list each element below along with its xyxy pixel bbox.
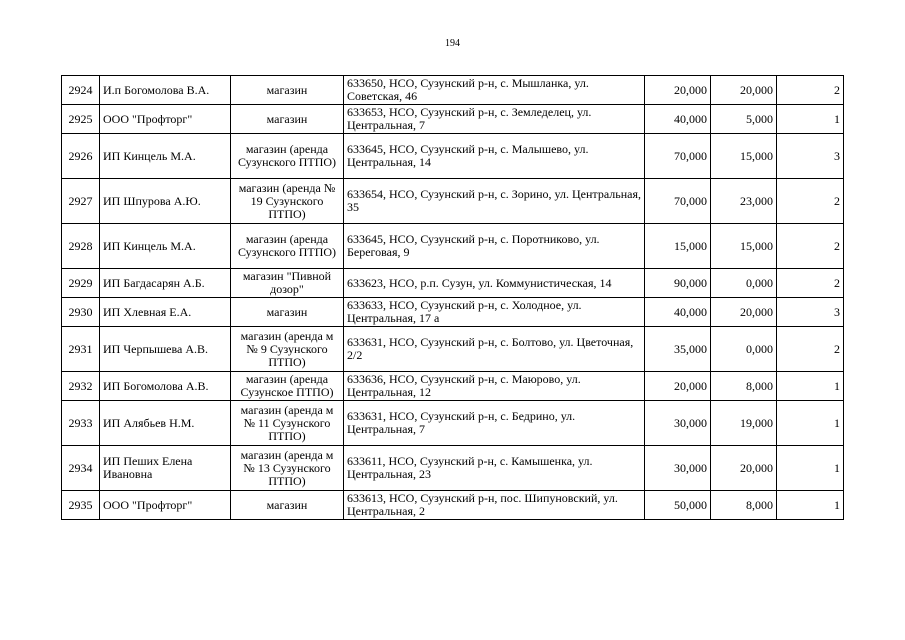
cell-organization-name: ИП Хлевная Е.А. — [100, 298, 231, 327]
cell-value-1: 40,000 — [645, 105, 711, 134]
cell-value-1: 70,000 — [645, 179, 711, 224]
cell-organization-name: ИП Кинцель М.А. — [100, 224, 231, 269]
cell-count: 1 — [777, 105, 844, 134]
cell-address: 633613, НСО, Сузунский р-н, пос. Шипуновский, ул. Центральная, 2 — [344, 491, 645, 520]
cell-row-number: 2934 — [62, 446, 100, 491]
cell-value-2: 15,000 — [711, 224, 777, 269]
cell-object-type: магазин — [231, 105, 344, 134]
registry-rows — [62, 76, 844, 520]
cell-count: 1 — [777, 401, 844, 446]
cell-address: 633654, НСО, Сузунский р-н, с. Зорино, ул. Центральная, 35 — [344, 179, 645, 224]
cell-address: 633631, НСО, Сузунский р-н, с. Бедрино, ул. Центральная, 7 — [344, 401, 645, 446]
cell-address: 633631, НСО, Сузунский р-н, с. Болтово, ул. Цветочная, 2/2 — [344, 327, 645, 372]
cell-organization-name: ИП Черпышева А.В. — [100, 327, 231, 372]
cell-value-2: 5,000 — [711, 105, 777, 134]
cell-value-1: 20,000 — [645, 76, 711, 105]
cell-organization-name: ИП Шпурова А.Ю. — [100, 179, 231, 224]
cell-address: 633623, НСО, р.п. Сузун, ул. Коммунистическая, 14 — [344, 269, 645, 298]
cell-count: 3 — [777, 298, 844, 327]
cell-value-1: 50,000 — [645, 491, 711, 520]
table-row — [62, 76, 844, 105]
cell-row-number: 2927 — [62, 179, 100, 224]
cell-row-number: 2928 — [62, 224, 100, 269]
cell-value-1: 40,000 — [645, 298, 711, 327]
cell-value-2: 23,000 — [711, 179, 777, 224]
cell-count: 3 — [777, 134, 844, 179]
table-row — [62, 134, 844, 179]
cell-value-1: 70,000 — [645, 134, 711, 179]
cell-row-number: 2926 — [62, 134, 100, 179]
cell-value-2: 20,000 — [711, 76, 777, 105]
cell-object-type: магазин (аренда Сузунского ПТПО) — [231, 224, 344, 269]
cell-organization-name: ИП Богомолова А.В. — [100, 372, 231, 401]
cell-object-type: магазин (аренда № 19 Сузунского ПТПО) — [231, 179, 344, 224]
cell-organization-name: ИП Алябьев Н.М. — [100, 401, 231, 446]
table-row — [62, 327, 844, 372]
cell-address: 633653, НСО, Сузунский р-н, с. Земледелец, ул. Центральная, 7 — [344, 105, 645, 134]
page-number: 194 — [445, 38, 460, 49]
cell-object-type: магазин (аренда Сузунское ПТПО) — [231, 372, 344, 401]
table-row — [62, 105, 844, 134]
cell-address: 633645, НСО, Сузунский р-н, с. Поротниково, ул. Береговая, 9 — [344, 224, 645, 269]
cell-count: 2 — [777, 179, 844, 224]
cell-row-number: 2929 — [62, 269, 100, 298]
table-row — [62, 401, 844, 446]
cell-value-2: 8,000 — [711, 491, 777, 520]
cell-count: 2 — [777, 269, 844, 298]
table-row — [62, 269, 844, 298]
table-row — [62, 491, 844, 520]
cell-count: 2 — [777, 76, 844, 105]
cell-row-number: 2930 — [62, 298, 100, 327]
cell-value-1: 35,000 — [645, 327, 711, 372]
table-row — [62, 179, 844, 224]
cell-value-1: 20,000 — [645, 372, 711, 401]
cell-address: 633633, НСО, Сузунский р-н, с. Холодное, ул. Центральная, 17 а — [344, 298, 645, 327]
cell-count: 2 — [777, 327, 844, 372]
table-row — [62, 298, 844, 327]
registry-table — [61, 75, 844, 520]
cell-organization-name: ООО "Профторг" — [100, 105, 231, 134]
cell-count: 1 — [777, 372, 844, 401]
cell-object-type: магазин "Пивной дозор" — [231, 269, 344, 298]
cell-row-number: 2933 — [62, 401, 100, 446]
cell-value-2: 0,000 — [711, 269, 777, 298]
cell-count: 2 — [777, 224, 844, 269]
cell-address: 633611, НСО, Сузунский р-н, с. Камышенка, ул. Центральная, 23 — [344, 446, 645, 491]
cell-organization-name: ИП Пеших Елена Ивановна — [100, 446, 231, 491]
cell-value-1: 30,000 — [645, 401, 711, 446]
cell-value-1: 90,000 — [645, 269, 711, 298]
cell-row-number: 2924 — [62, 76, 100, 105]
cell-row-number: 2935 — [62, 491, 100, 520]
cell-value-2: 8,000 — [711, 372, 777, 401]
cell-address: 633650, НСО, Сузунский р-н, с. Мышланка, ул. Советская, 46 — [344, 76, 645, 105]
cell-object-type: магазин — [231, 298, 344, 327]
cell-organization-name: ИП Багдасарян А.Б. — [100, 269, 231, 298]
cell-object-type: магазин — [231, 491, 344, 520]
cell-row-number: 2932 — [62, 372, 100, 401]
cell-object-type: магазин (аренда м № 9 Сузунского ПТПО) — [231, 327, 344, 372]
cell-value-2: 15,000 — [711, 134, 777, 179]
cell-address: 633645, НСО, Сузунский р-н, с. Малышево, ул. Центральная, 14 — [344, 134, 645, 179]
cell-row-number: 2925 — [62, 105, 100, 134]
cell-object-type: магазин (аренда м № 11 Сузунского ПТПО) — [231, 401, 344, 446]
cell-count: 1 — [777, 446, 844, 491]
cell-row-number: 2931 — [62, 327, 100, 372]
cell-object-type: магазин (аренда м № 13 Сузунского ПТПО) — [231, 446, 344, 491]
cell-organization-name: ИП Кинцель М.А. — [100, 134, 231, 179]
cell-value-2: 20,000 — [711, 446, 777, 491]
cell-value-2: 20,000 — [711, 298, 777, 327]
cell-organization-name: И.п Богомолова В.А. — [100, 76, 231, 105]
table-row — [62, 372, 844, 401]
cell-value-2: 0,000 — [711, 327, 777, 372]
cell-object-type: магазин — [231, 76, 344, 105]
cell-value-1: 15,000 — [645, 224, 711, 269]
table-row — [62, 224, 844, 269]
cell-value-2: 19,000 — [711, 401, 777, 446]
cell-address: 633636, НСО, Сузунский р-н, с. Маюрово, ул. Центральная, 12 — [344, 372, 645, 401]
cell-organization-name: ООО "Профторг" — [100, 491, 231, 520]
cell-count: 1 — [777, 491, 844, 520]
cell-object-type: магазин (аренда Сузунского ПТПО) — [231, 134, 344, 179]
cell-value-1: 30,000 — [645, 446, 711, 491]
table-row — [62, 446, 844, 491]
